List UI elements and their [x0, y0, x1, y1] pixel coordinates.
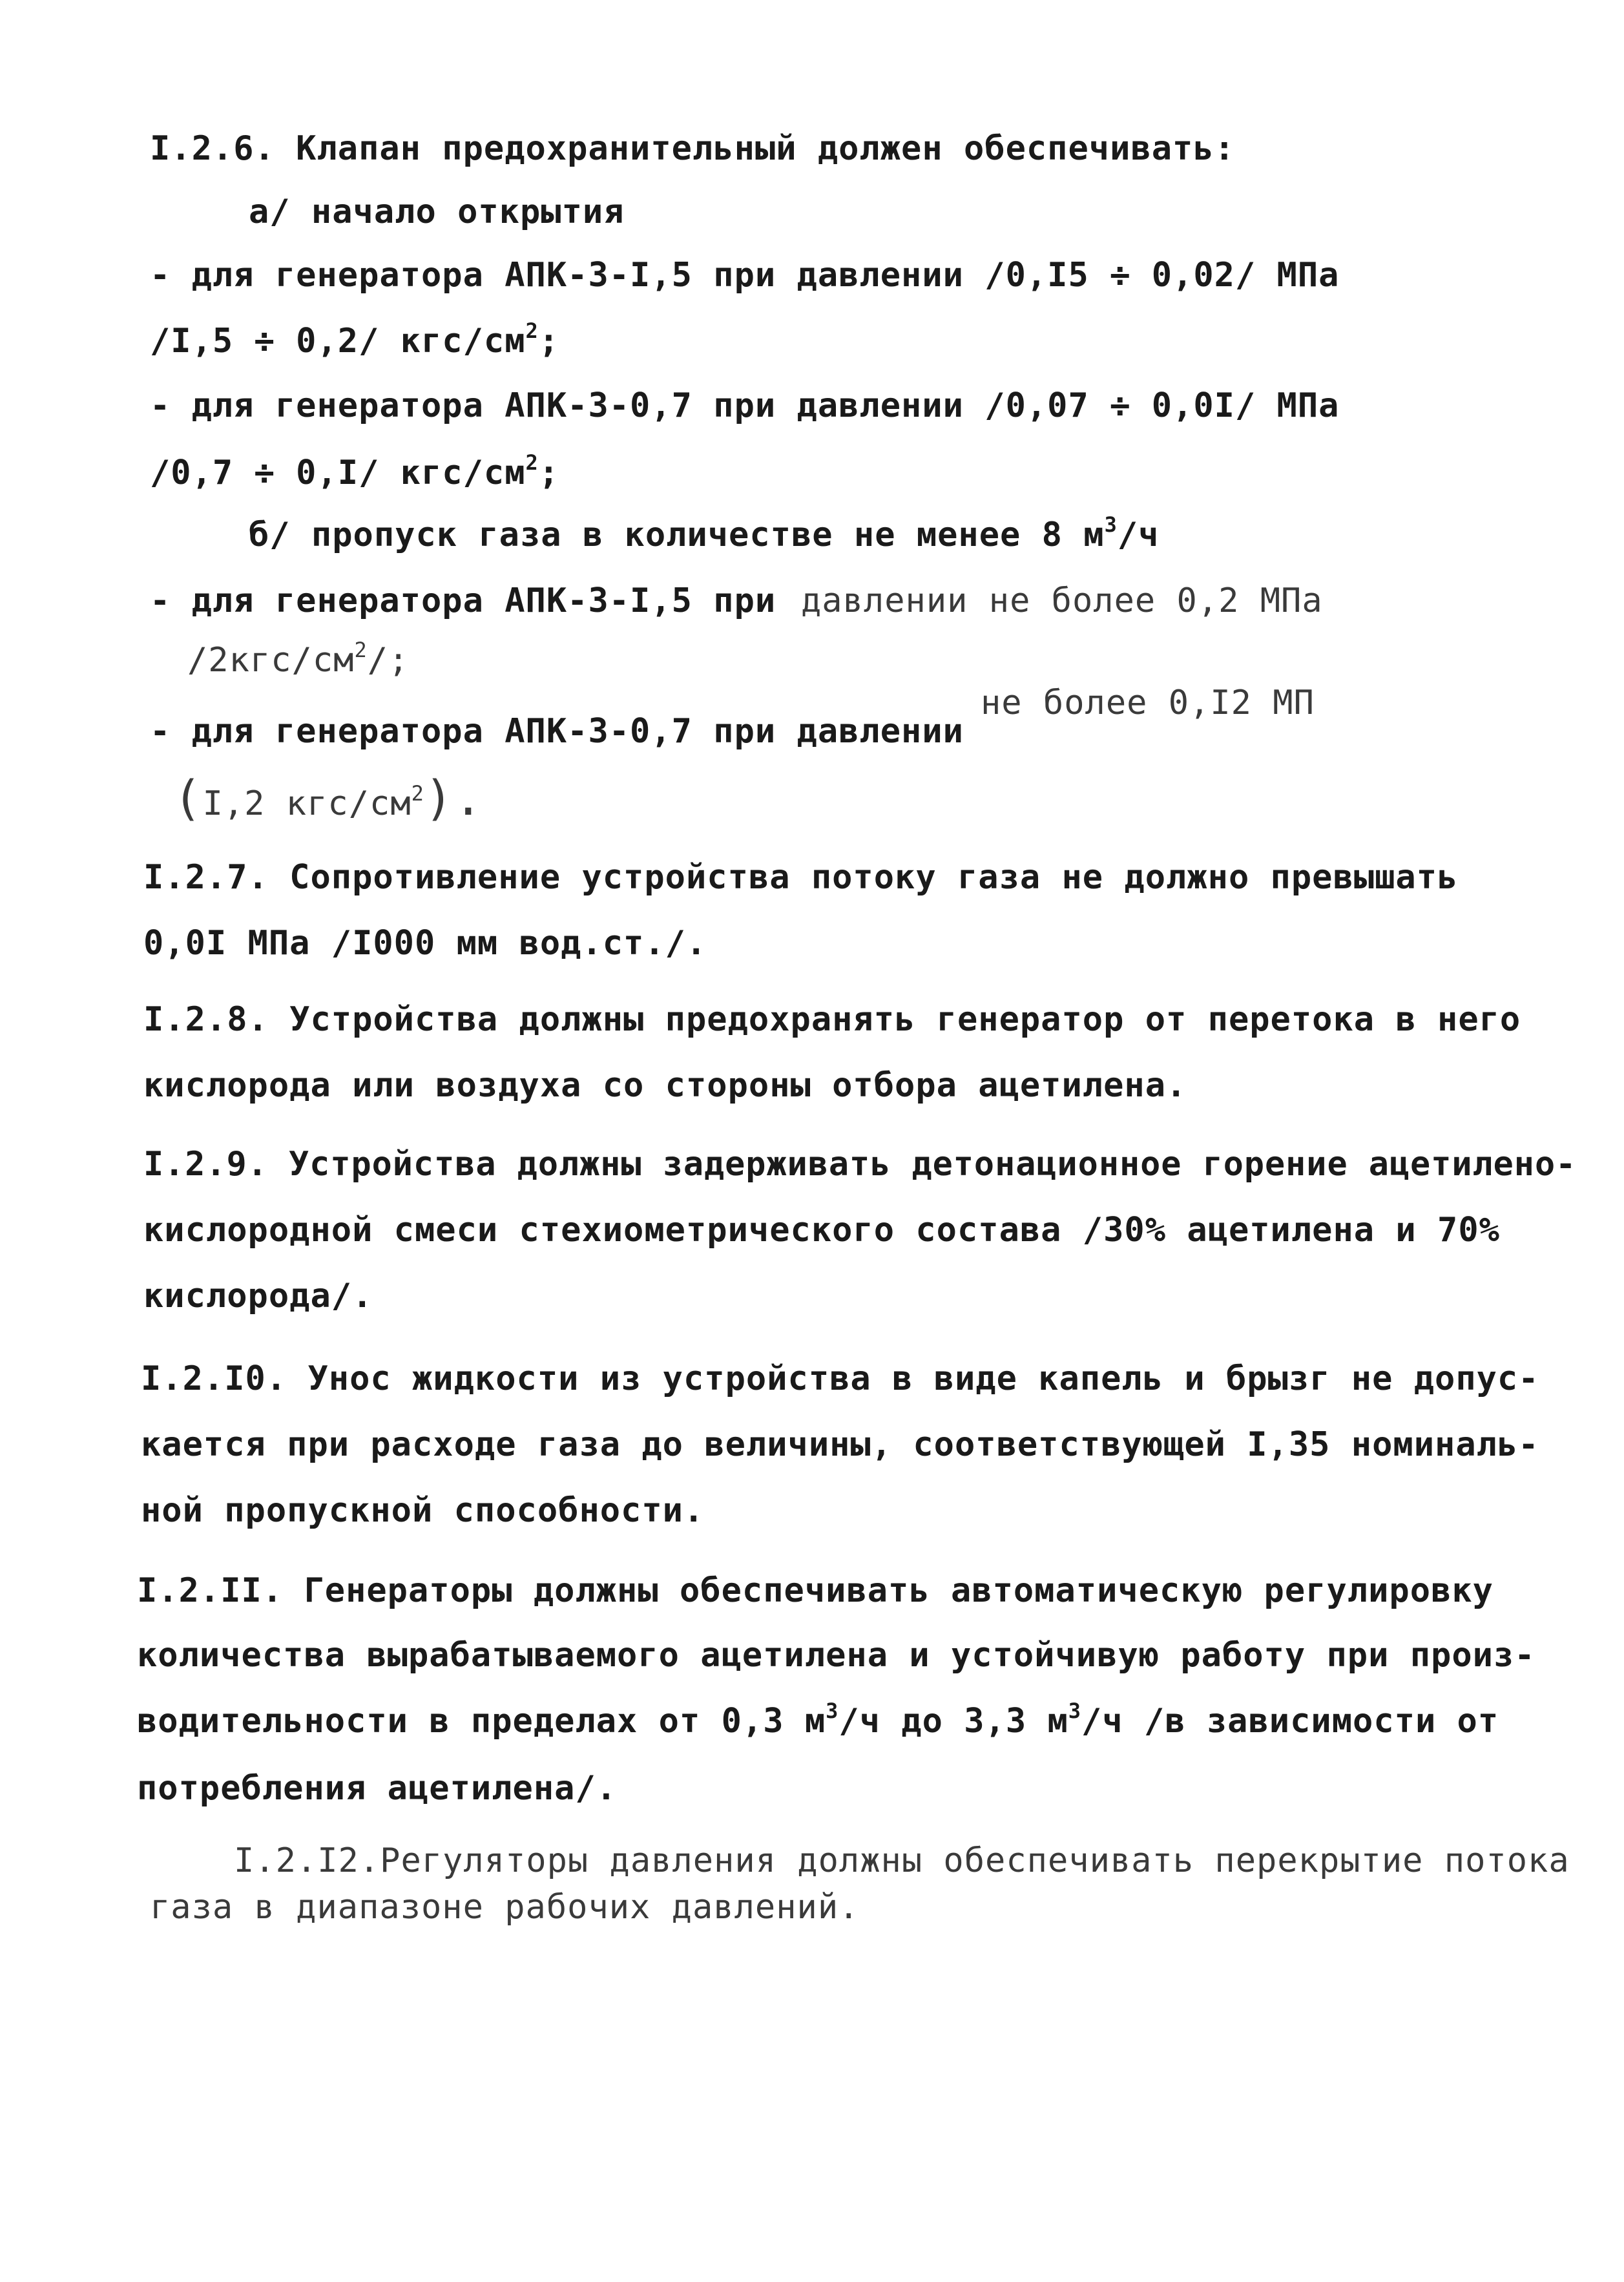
- handwritten-insertion: $/2кгс/см^2/$;: [187, 638, 410, 680]
- clause-1-2-10-heading: I.2.I0. Унос жидкости из устройства в виде капель и брызг не допус-: [141, 1359, 1539, 1398]
- clause-1-2-11-line: водительности в пределах от 0,3 $м^3/ч$ до 3,3 $м^3/ч$ /в зависимости от: [137, 1699, 1499, 1741]
- clause-1-2-7-line: 0,0I МПа /I000 мм вод.ст./.: [143, 924, 707, 963]
- clause-1-2-12-heading: I.2.I2.Регуляторы давления должны обеспечивать перекрытие потока: [234, 1841, 1570, 1880]
- clause-1-2-6-line: /I,5 ÷ 0,2/ кгс/$см^2$;: [150, 319, 560, 361]
- clause-1-2-6-heading: I.2.6. Клапан предохранительный должен обеспечивать:: [150, 129, 1235, 168]
- clause-1-2-6-line: - для генератора АПК-3-0,7 при давлении /0,07 ÷ 0,0I/ МПа: [150, 386, 1340, 425]
- clause-1-2-9-line: кислородной смеси стехиометрического состава /30% ацетилена и 70%: [143, 1211, 1500, 1250]
- clause-1-2-6-item-b: б/ пропуск газа в количестве не менее 8 $м^3/ч$: [249, 512, 1160, 554]
- clause-1-2-10-line: ной пропускной способности.: [141, 1491, 705, 1530]
- clause-1-2-6-line: - для генератора АПК-3-0,7 при давлении: [150, 712, 964, 751]
- clause-1-2-7-heading: I.2.7. Сопротивление устройства потоку газа не должно превышать: [143, 858, 1459, 897]
- clause-1-2-10-line: кается при расходе газа до величины, соответствующей I,35 номиналь-: [141, 1425, 1539, 1464]
- handwritten-insertion: давлении не более 0,2 МПа: [801, 581, 1323, 620]
- clause-1-2-6-item-a: а/ начало открытия: [249, 193, 625, 231]
- clause-1-2-6-line: - для генератора АПК-3-I,5 при давлении /0,I5 ÷ 0,02/ МПа: [150, 256, 1340, 295]
- clause-1-2-12-line: газа в диапазоне рабочих давлений.: [150, 1888, 860, 1927]
- clause-1-2-6-line: /0,7 ÷ 0,I/ кгс/$см^2$;: [150, 450, 560, 492]
- handwritten-insertion: (I,2 кгс/$см^2$).: [173, 771, 484, 826]
- clause-1-2-9-line: кислорода/.: [143, 1277, 373, 1315]
- clause-1-2-6-line: - для генератора АПК-3-I,5 при: [150, 581, 776, 620]
- clause-1-2-11-line: количества вырабатываемого ацетилена и устойчивую работу при произ-: [137, 1636, 1536, 1675]
- clause-1-2-9-heading: I.2.9. Устройства должны задерживать детонационное горение ацетилено-: [143, 1145, 1577, 1184]
- clause-1-2-8-line: кислорода или воздуха со стороны отбора ацетилена.: [143, 1066, 1187, 1105]
- handwritten-insertion: не более 0,I2 МП: [981, 684, 1315, 722]
- clause-1-2-11-heading: I.2.II. Генераторы должны обеспечивать автоматическую регулировку: [137, 1571, 1494, 1610]
- clause-1-2-11-line: потребления ацетилена/.: [137, 1769, 618, 1808]
- clause-1-2-8-heading: I.2.8. Устройства должны предохранять генератор от перетока в него: [143, 1000, 1521, 1039]
